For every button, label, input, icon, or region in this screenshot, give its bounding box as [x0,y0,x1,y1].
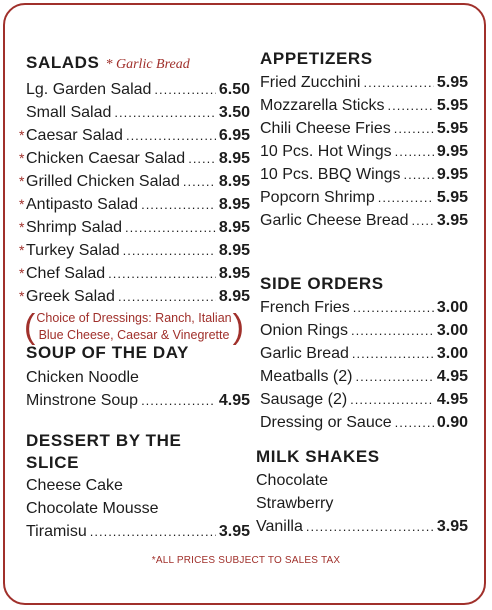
soup-heading: SOUP OF THE DAY [26,343,189,362]
asterisk-mark: * [19,265,25,281]
item-name: Sausage (2) [260,391,348,408]
item-name: Grilled Chicken Salad [26,173,180,190]
menu-item [260,94,468,117]
leader-dots [123,239,216,262]
sales-tax-note: *ALL PRICES SUBJECT TO SALES TAX [151,555,341,566]
milk-shakes-section [256,446,468,538]
leader-dots [141,193,216,216]
salads-title: SALADS [26,53,100,72]
soup-section [26,342,250,412]
menu-item [260,411,468,434]
menu-item [26,474,250,497]
asterisk-mark: * [19,150,25,166]
leader-dots [350,388,434,411]
menu-item [19,193,250,216]
menu-item [19,239,250,262]
item-name: Dressing or Sauce [260,414,392,431]
leader-dots [387,94,433,117]
item-name: Mozzarella Sticks [260,97,385,114]
item-price: 5.95 [436,74,468,91]
item-name: Popcorn Shrimp [260,189,375,206]
item-price: 8.95 [218,150,250,167]
item-price: 0.90 [436,414,468,431]
leader-dots [183,170,216,193]
item-name: 10 Pcs. BBQ Wings [260,166,401,183]
menu-item [260,140,468,163]
item-name: Chocolate Mousse [26,500,159,517]
leader-dots [118,285,216,308]
asterisk-mark: * [19,173,25,189]
leader-dots [378,186,434,209]
milk-shakes-heading: MILK SHAKES [256,447,380,466]
item-price: 6.50 [218,81,250,98]
menu-item [260,186,468,209]
salads-heading [26,52,250,76]
dressings-line-1: Choice of Dressings: Ranch, Italian [36,311,232,325]
menu-item [260,296,468,319]
menu-item [260,71,468,94]
leader-dots [141,389,216,412]
menu-item [26,520,250,543]
leader-dots [306,515,434,538]
item-name: Greek Salad [26,288,115,305]
menu-item [26,389,250,412]
item-price: 8.95 [218,173,250,190]
menu-item [19,262,250,285]
menu-item [26,497,250,520]
item-price: 4.95 [436,391,468,408]
side-orders-heading: SIDE ORDERS [260,274,384,293]
dessert-heading-line-2: SLICE [26,453,80,472]
menu-item [26,78,250,101]
leader-dots [395,411,434,434]
item-name: Chocolate [256,472,329,489]
item-name: Vanilla [256,518,303,535]
dessert-section [26,430,250,543]
item-price: 3.95 [436,212,468,229]
menu-item [256,492,468,515]
menu-item [26,366,250,389]
item-price: 3.00 [436,345,468,362]
item-price: 8.95 [218,219,250,236]
menu-item [260,163,468,186]
item-name: Onion Rings [260,322,349,339]
item-name: Caesar Salad [26,127,123,144]
item-name: 10 Pcs. Hot Wings [260,143,392,160]
menu-item [19,285,250,308]
leader-dots [355,365,433,388]
item-price: 5.95 [436,97,468,114]
item-price: 4.95 [436,368,468,385]
asterisk-mark: * [19,242,25,258]
item-price: 8.95 [218,265,250,282]
leader-dots [353,296,434,319]
leader-dots [351,319,434,342]
salads-section [19,52,250,346]
item-name: Garlic Bread [260,345,349,362]
menu-item [260,319,468,342]
item-price: 6.95 [218,127,250,144]
item-name: French Fries [260,299,350,316]
item-name: Minstrone Soup [26,392,139,409]
leader-dots [352,342,434,365]
leader-dots [394,117,434,140]
leader-dots [395,140,434,163]
item-name: Shrimp Salad [26,219,123,236]
menu-item [260,388,468,411]
menu-item [260,365,468,388]
item-name: Chicken Noodle [26,369,139,386]
leader-dots [154,78,215,101]
menu-item [19,170,250,193]
item-name: Turkey Salad [26,242,120,259]
item-name: Cheese Cake [26,477,123,494]
item-price: 3.50 [218,104,250,121]
menu-item [256,515,468,538]
item-price: 3.00 [436,322,468,339]
item-name: Garlic Cheese Bread [260,212,409,229]
item-price: 8.95 [218,196,250,213]
item-name: Antipasto Salad [26,196,139,213]
item-price: 3.00 [436,299,468,316]
leader-dots [108,262,216,285]
item-price: 9.95 [436,143,468,160]
leader-dots [404,163,434,186]
item-name: Tiramisu [26,523,87,540]
item-name: Chicken Caesar Salad [26,150,186,167]
side-orders-section [260,273,468,434]
item-price: 8.95 [218,242,250,259]
item-price: 5.95 [436,189,468,206]
item-price: 8.95 [218,288,250,305]
asterisk-mark: * [19,196,25,212]
menu-item [256,469,468,492]
menu-item [19,216,250,239]
item-name: Strawberry [256,495,334,512]
menu-item [260,342,468,365]
item-price: 4.95 [218,392,250,409]
item-price: 9.95 [436,166,468,183]
asterisk-mark: * [19,127,25,143]
item-name: Small Salad [26,104,112,121]
menu-item [260,209,468,232]
menu-item [260,117,468,140]
leader-dots [114,101,215,124]
menu-item [19,124,250,147]
leader-dots [125,216,216,239]
leader-dots [412,209,434,232]
appetizers-heading: APPETIZERS [260,49,373,68]
asterisk-mark: * [19,219,25,235]
menu-item [19,147,250,170]
dressings-note [24,310,244,346]
menu-item [26,101,250,124]
item-name: Fried Zucchini [260,74,361,91]
salads-list [19,78,250,308]
leader-dots [90,520,216,543]
leader-dots [188,147,216,170]
item-price: 5.95 [436,120,468,137]
leader-dots [363,71,433,94]
right-paren: ) [232,308,244,346]
leader-dots [126,124,216,147]
dessert-heading-line-1: DESSERT BY THE [26,431,182,450]
item-name: Chef Salad [26,265,106,282]
item-name: Chili Cheese Fries [260,120,391,137]
garlic-bread-note: * Garlic Bread [105,57,190,72]
asterisk-mark: * [19,288,25,304]
item-name: Lg. Garden Salad [26,81,152,98]
appetizers-section [260,48,468,232]
dressings-line-2: Blue Cheese, Caesar & Vinegrette [38,328,230,342]
item-price: 3.95 [436,518,468,535]
left-paren: ( [24,308,36,346]
item-name: Meatballs (2) [260,368,353,385]
item-price: 3.95 [218,523,250,540]
